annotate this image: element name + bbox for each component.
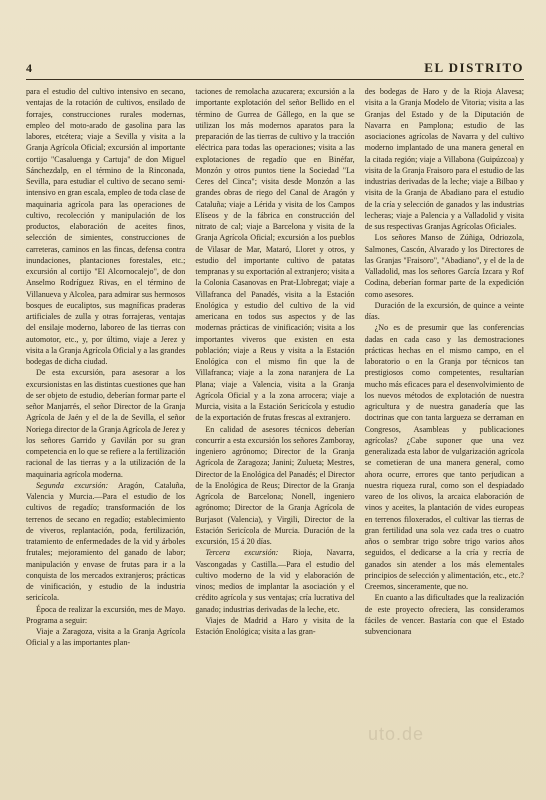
paragraph-text: De esta excursión, para asesorar a los excursionistas en las distintas cuestiones que han de ser objeto de estudio, deberían formar parte el señor Manjarrés, el señor Director de la Granja Agrícola de Jaén y el de la de Sevilla, el señor Noriega director de la Granja Agrícola de Jerez y los señores Garrido y Gavilán por su gran competencia en lo que se refiere a la fertilización racional de las tierras y a la utilización de la maquinaria agrícola moderna. [26, 368, 186, 479]
article-paragraph [26, 86, 185, 367]
page-number: 4 [26, 61, 32, 75]
article-paragraph [195, 86, 354, 424]
article-paragraph [365, 592, 524, 637]
article-paragraph [195, 424, 354, 548]
paragraph-text: Viaje a Zaragoza, visita a la Granja Agrícola Oficial y a las importantes plan- [26, 627, 186, 648]
paragraph-text: ¿No es de presumir que las conferencias dadas en cada caso y las demostraciones prácticas hechas en el mismo campo, en el laboratorio o en la Granja por técnicos tan prestigiosos como competentes, resultarían mucho más eficaces para el desenvolvimiento de los nuevos métodos de explotación de nuestra agricultura y de nuestra ganadería que las doctrinas que con tanta largueza se derraman en Congresos, Asambleas y publicaciones agrícolas? ¿Cabe suponer que una vez generalizada esta labor de vulgarización agrícola se cometieran de una manera general, como ahora ocurre, errores que tanto perjudican a nuestra riqueza rural, como son el despiadado vareo de los olivos, la arcaica elaboración de vinos y aceites, la plantación de vides europeas en terrenos filoxerados, el cultivar las tierras de gran fertilidad una sola vez cada tres o cuatro años o sembrar trigo sobre trigo varios años seguidos, el dedicarse a la cría y recría de ganados sin atender a los más elementales principios de selección y alimentación, etc., etc.? Creemos, sinceramente, que no. [364, 323, 524, 591]
paragraph-text: Los señores Manso de Zúñiga, Odriozola, Salmones, Cascón, Alvarado y los Directores de las Granjas "Fraisoro", "Abadiano", y el de la de Valladolid, mas los señores García Izcara y Rof Codina, deberían formar parte de la expedición como asesores. [364, 233, 524, 299]
header-rule [26, 79, 524, 80]
section-lead: Tercera excursión: [205, 548, 279, 558]
column-2 [195, 86, 354, 794]
article-paragraph [195, 615, 354, 638]
article-paragraph [26, 367, 185, 480]
article-paragraph [365, 322, 524, 592]
paragraph-text: En cuanto a las dificultades que la realización de este proyecto ofreciera, las consideramos fáciles de vencer. Bastaría con que el Estado subvencionara [364, 593, 524, 636]
paragraph-text: Rioja, Navarra, Vascongadas y Castilla.—Para el estudio del cultivo moderno de la vid y elaboración de vinos; medios de implantar la asociación y el crédito agrícola y sus ventajas; cría lucrativa del ganado; industrias derivadas de la leche, etc. [195, 548, 355, 614]
article-paragraph [365, 232, 524, 300]
watermark: uto.de [368, 724, 425, 744]
article-paragraph [365, 300, 524, 323]
paragraph-text: Viajes de Madrid a Haro y visita de la Estación Enológica; visita a las gran- [195, 615, 355, 636]
column-3 [365, 86, 524, 794]
section-lead: Segunda excursión: [36, 480, 109, 490]
paragraph-text: Aragón, Cataluña, Valencia y Murcia.—Para el estudio de los cultivos de regadío; transformación de los terrenos de secano en regadío; establecimiento de viveros, replantación, poda, fertilización, tratamiento de enfermedades de la vid y árboles frutales; mejoramiento del ganado de labor; manipulación y envase de frutas para ir a la conquista de los mercados extranjeros; prácticas de vinificación, y estudio de la industria sericícola. [26, 480, 186, 603]
paragraph-text: Época de realizar la excursión, mes de Mayo. Programa a seguir: [26, 604, 186, 625]
article-paragraph [26, 604, 185, 627]
article-paragraph [26, 480, 185, 604]
paragraph-text: En calidad de asesores técnicos deberían concurrir a esta excursión los señores Zamboray, ingeniero agrónomo; Director de la Granja Agrícola de Zaragoza; Janini; Zulueta; Mestres, Director de la Enológica del Panadés; el Director de la Enológica de Reus; Director de la Granja Agrícola de Barcelona; Nonell, ingeniero agrónomo; Director de la Granja Agrícola de Burjasot (Valencia), y Virgili, Director de la Estación Sericícola de Murcia. Duración de la excursión, 15 á 20 días. [195, 424, 355, 546]
page-header [26, 58, 524, 76]
paragraph-text: para el estudio del cultivo intensivo en secano, ventajas de la rotación de cultivos, ensilado de forrajes, construcciones rurales modernas, empleo del moto-arado de gasolina para las labores, etcétera; viaje a Sevilla y visita a la Granja Agrícola Oficial; excursión al importante cortijo "Casaluenga y Cartuja" de don Miguel Sánchezdalp, en el término de la Rinconada, Sevilla, para estudiar el cultivo de secano semi-intensivo en gran escala, empleo de toda clase de maquinaria agrícola para las operaciones de cultivo, recolección y manipulación de los productos, elaboración de aceites finos, selección de simientes, construcciones de carreteras, caminos en las fincas, defensa contra inundaciones, plantaciones forestales, etc.; excursión al cortijo "El Alcornocalejo", de don Anselmo Rodríguez Rivas, en el término de Villanueva y Alcolea, para admirar sus hermosos bosques de eucaliptos, sus magníficas praderas artificiales de zulla y otras forrajeras, ventajas del ensilaje moderno, laboreo de las tierras con automotor, etc., y, por último, viaje a Jerez y visita a la Granja Agrícola Oficial y a las grandes bodegas de dicha ciudad. [26, 87, 186, 366]
paragraph-text: Duración de la excursión, de quince a veinte días. [364, 300, 524, 321]
paragraph-text: des bodegas de Haro y de la Rioja Alavesa; visita a la Granja Modelo de Vitoria; visita a las Granjas del Estado y de la Diputación de Navarra en Pamplona; estudio de las asociaciones agrícolas de Navarra y del cultivo moderno implantado de una manera general en la citada región; viaje a Villabona (Guipúzcoa) y visita de la Granja Fraisoro para el estudio de las industrias derivadas de la leche; viaje a Bilbao y visita de la Granja de Abadiano para el estudio de la cría y selección de ganados y las industrias lecheras; viaje a Palencia y a Valladolid y visita de sus respectivas Granjas Agrícolas Oficiales. [364, 87, 524, 231]
paragraph-text: taciones de remolacha azucarera; excursión a la importante explotación del señor Bellido en el término de Gurrea de Gállego, en la que se utilizan los más modernos aparatos para la preparación de las tierras de cultivo y la tracción eléctrica para todas las operaciones; visita a las explotaciones de regadío que en Binéfar, Monzón y otros puntos tiene la Sociedad "La Ceres del Cinca"; visita desde Monzón a las grandes obras de riego del Canal de Aragón y Cataluña; viaje a Lérida y visita de los Campos Elíseos y de la fábrica en construcción del nitrato de cal; viaje a Barcelona y visita de la Granja Agrícola Oficial; excursión a los pueblos de Vilasar de Mar, Mataró, Lloret y otros, y estudio del importante cultivo de patatas tempranas y su exportación al extranjero; visita a la Colonia Casanovas en Prat-Llobregat; viaje a Villafranca del Panadés, visita a la Estación Enológica y estudio del cultivo de la vid americana en todos sus aspectos y de las modernas prácticas de vinificación; visita a los importantes viveros que existen en esta población; viaje a Reus y visita a la Estación Enológica con el mismo fin que la de Villafranca; viaje a la zona naranjera de La Plana; viaje a Valencia, visita a la Granja Agrícola Oficial y a la zona arrocera; viaje a Murcia, visita a la Estación Sericícola y estudio de la exportación de frutas frescas al extranjero. [195, 87, 355, 423]
column-1 [26, 86, 185, 794]
article-columns [26, 86, 524, 794]
journal-title: EL DISTRITO [424, 60, 524, 75]
article-paragraph [195, 547, 354, 615]
article-paragraph [365, 86, 524, 232]
article-paragraph [26, 626, 185, 649]
